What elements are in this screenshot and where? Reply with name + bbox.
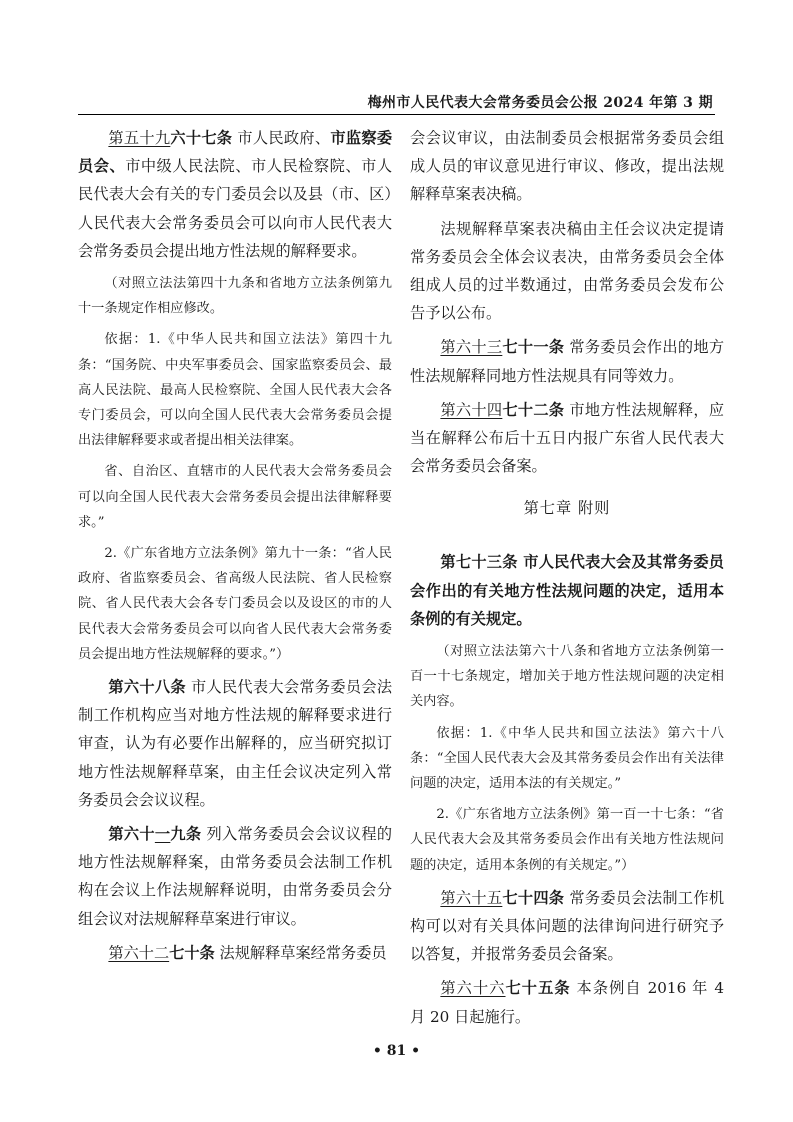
note: 依据：1.《中华人民共和国立法法》第四十九条：“国务院、中央军事委员会、国家监察委员会、最高人民法院、最高人民检察院、全国人民代表大会各专门委员会，可以向全国人民代表大会常务委员会提出法律解释要求或者提出相关法律案。 bbox=[78, 332, 392, 449]
note: （对照立法法第四十九条和省地方立法条例第九十一条规定作相应修改。 bbox=[78, 276, 392, 317]
article-74 bbox=[410, 884, 724, 969]
article-number: 九条 bbox=[170, 825, 202, 844]
article-text: 市人民代表大会常务委员会法制工作机构应当对地方性法规的解释要求进行审查，认为有必要作出解释的，应当研究拟订地方性法规解释草案，由主任会议决定列入常务委员会会议议程。 bbox=[78, 678, 393, 809]
deleted-number: 第六十四 bbox=[440, 400, 503, 419]
article-69 bbox=[78, 820, 392, 933]
page-number: • 81 • bbox=[372, 1043, 421, 1059]
article-text: 市中级人民法院、市人民检察院、市人民代表大会有关的专门委员会以及县（市、区）人民代表大会常务委员会可以向市人民代表大会常务委员会提出地方性法规的解释要求。 bbox=[78, 157, 393, 260]
note: 省、自治区、直辖市的人民代表大会常务委员会可以向全国人民代表大会常务委员会提出法律解释要求。” bbox=[78, 464, 392, 530]
article-72 bbox=[410, 396, 724, 481]
article-text: 列入常务委员会会议议程的地方性法规解释案，由常务委员会法制工作机构在会议上作法规解释说明，由常务委员会分组会议对法规解释草案进行审议。 bbox=[78, 825, 393, 928]
article-number: 七十条 bbox=[169, 943, 215, 962]
article-70-continued: 会会议审议，由法制委员会根据常务委员会组成人员的审议意见进行审议、修改，提出法规解释草案表决稿。 bbox=[410, 129, 724, 204]
article-text: 市人民政府、 bbox=[232, 129, 331, 147]
note: 2.《广东省地方立法条例》第九十一条：“省人民政府、省监察委员会、省高级人民法院、省人民检察院、省人民代表大会各专门委员会以及设区的市的人民代表大会常务委员会可以向省人民代表大会常务委员会提出地方性法规解释的要求。”） bbox=[78, 546, 392, 662]
deleted-number: 第六十六 bbox=[440, 979, 506, 998]
article-number: 七十一条 bbox=[502, 338, 565, 357]
note: 2.《广东省地方立法条例》第一百一十七条：“省人民代表大会及其常务委员会作出有关地方性法规问题的决定，适用本条例的有关规定。”） bbox=[410, 807, 724, 873]
article-73: 第七十三条 市人民代表大会及其常务委员会作出的有关地方性法规问题的决定，适用本条例的有关规定。 bbox=[410, 553, 724, 628]
added-text: 市监察委员会、 bbox=[78, 129, 393, 176]
article-70-paragraph-2: 法规解释草案表决稿由主任会议决定提请常务委员会全体会议表决，由常务委员会全体组成人员的过半数通过，由常务委员会发布公告予以公布。 bbox=[410, 219, 724, 323]
article-text: 常务委员会作出的地方性法规解释同地方性法规具有同等效力。 bbox=[410, 338, 725, 385]
article-71 bbox=[410, 333, 724, 389]
article-67 bbox=[78, 124, 392, 265]
article-text: 市地方性法规解释，应当在解释公布后十五日内报广东省人民代表大会常务委员会备案。 bbox=[410, 400, 725, 476]
right-column bbox=[410, 124, 724, 1031]
article-number: 七十二条 bbox=[502, 400, 565, 419]
note: （对照立法法第六十八条和省地方立法条例第一百一十七条规定，增加关于地方性法规问题的决定相关内容。 bbox=[410, 644, 724, 710]
article-text: 常务委员会法制工作机构可以对有关具体问题的法律询问进行研究予以答复，并报常务委员会备案。 bbox=[410, 888, 725, 964]
deleted-number: 一 bbox=[154, 825, 171, 844]
deleted-number: 第六十五 bbox=[440, 888, 503, 907]
deleted-number: 第六十二 bbox=[108, 943, 170, 962]
note: 依据：1.《中华人民共和国立法法》第六十八条：“全国人民代表大会及其常务委员会作出有关法律问题的决定，适用本法的有关规定。” bbox=[410, 725, 724, 792]
article-number: 七十五条 bbox=[505, 979, 571, 998]
article-number: 六十七条 bbox=[170, 129, 233, 147]
article-68 bbox=[78, 673, 392, 814]
chapter-heading: 第七章 附则 bbox=[523, 499, 611, 518]
article-number: 第六十八条 bbox=[108, 678, 186, 697]
article-70 bbox=[78, 939, 392, 967]
left-column bbox=[78, 124, 392, 967]
deleted-number: 第五十九 bbox=[108, 129, 171, 147]
article-text: 本条例自 2016 年 4 月 20 日起施行。 bbox=[410, 979, 725, 1026]
article-number: 第六十 bbox=[108, 825, 155, 844]
deleted-number: 第六十三 bbox=[440, 338, 503, 357]
page-header bbox=[78, 88, 715, 115]
publication-title: 梅州市人民代表大会常务委员会公报 2024 年第 3 期 bbox=[367, 95, 713, 111]
article-text: 法规解释草案经常务委员 bbox=[214, 943, 387, 962]
article-75 bbox=[410, 974, 724, 1030]
article-number: 七十四条 bbox=[502, 888, 565, 907]
